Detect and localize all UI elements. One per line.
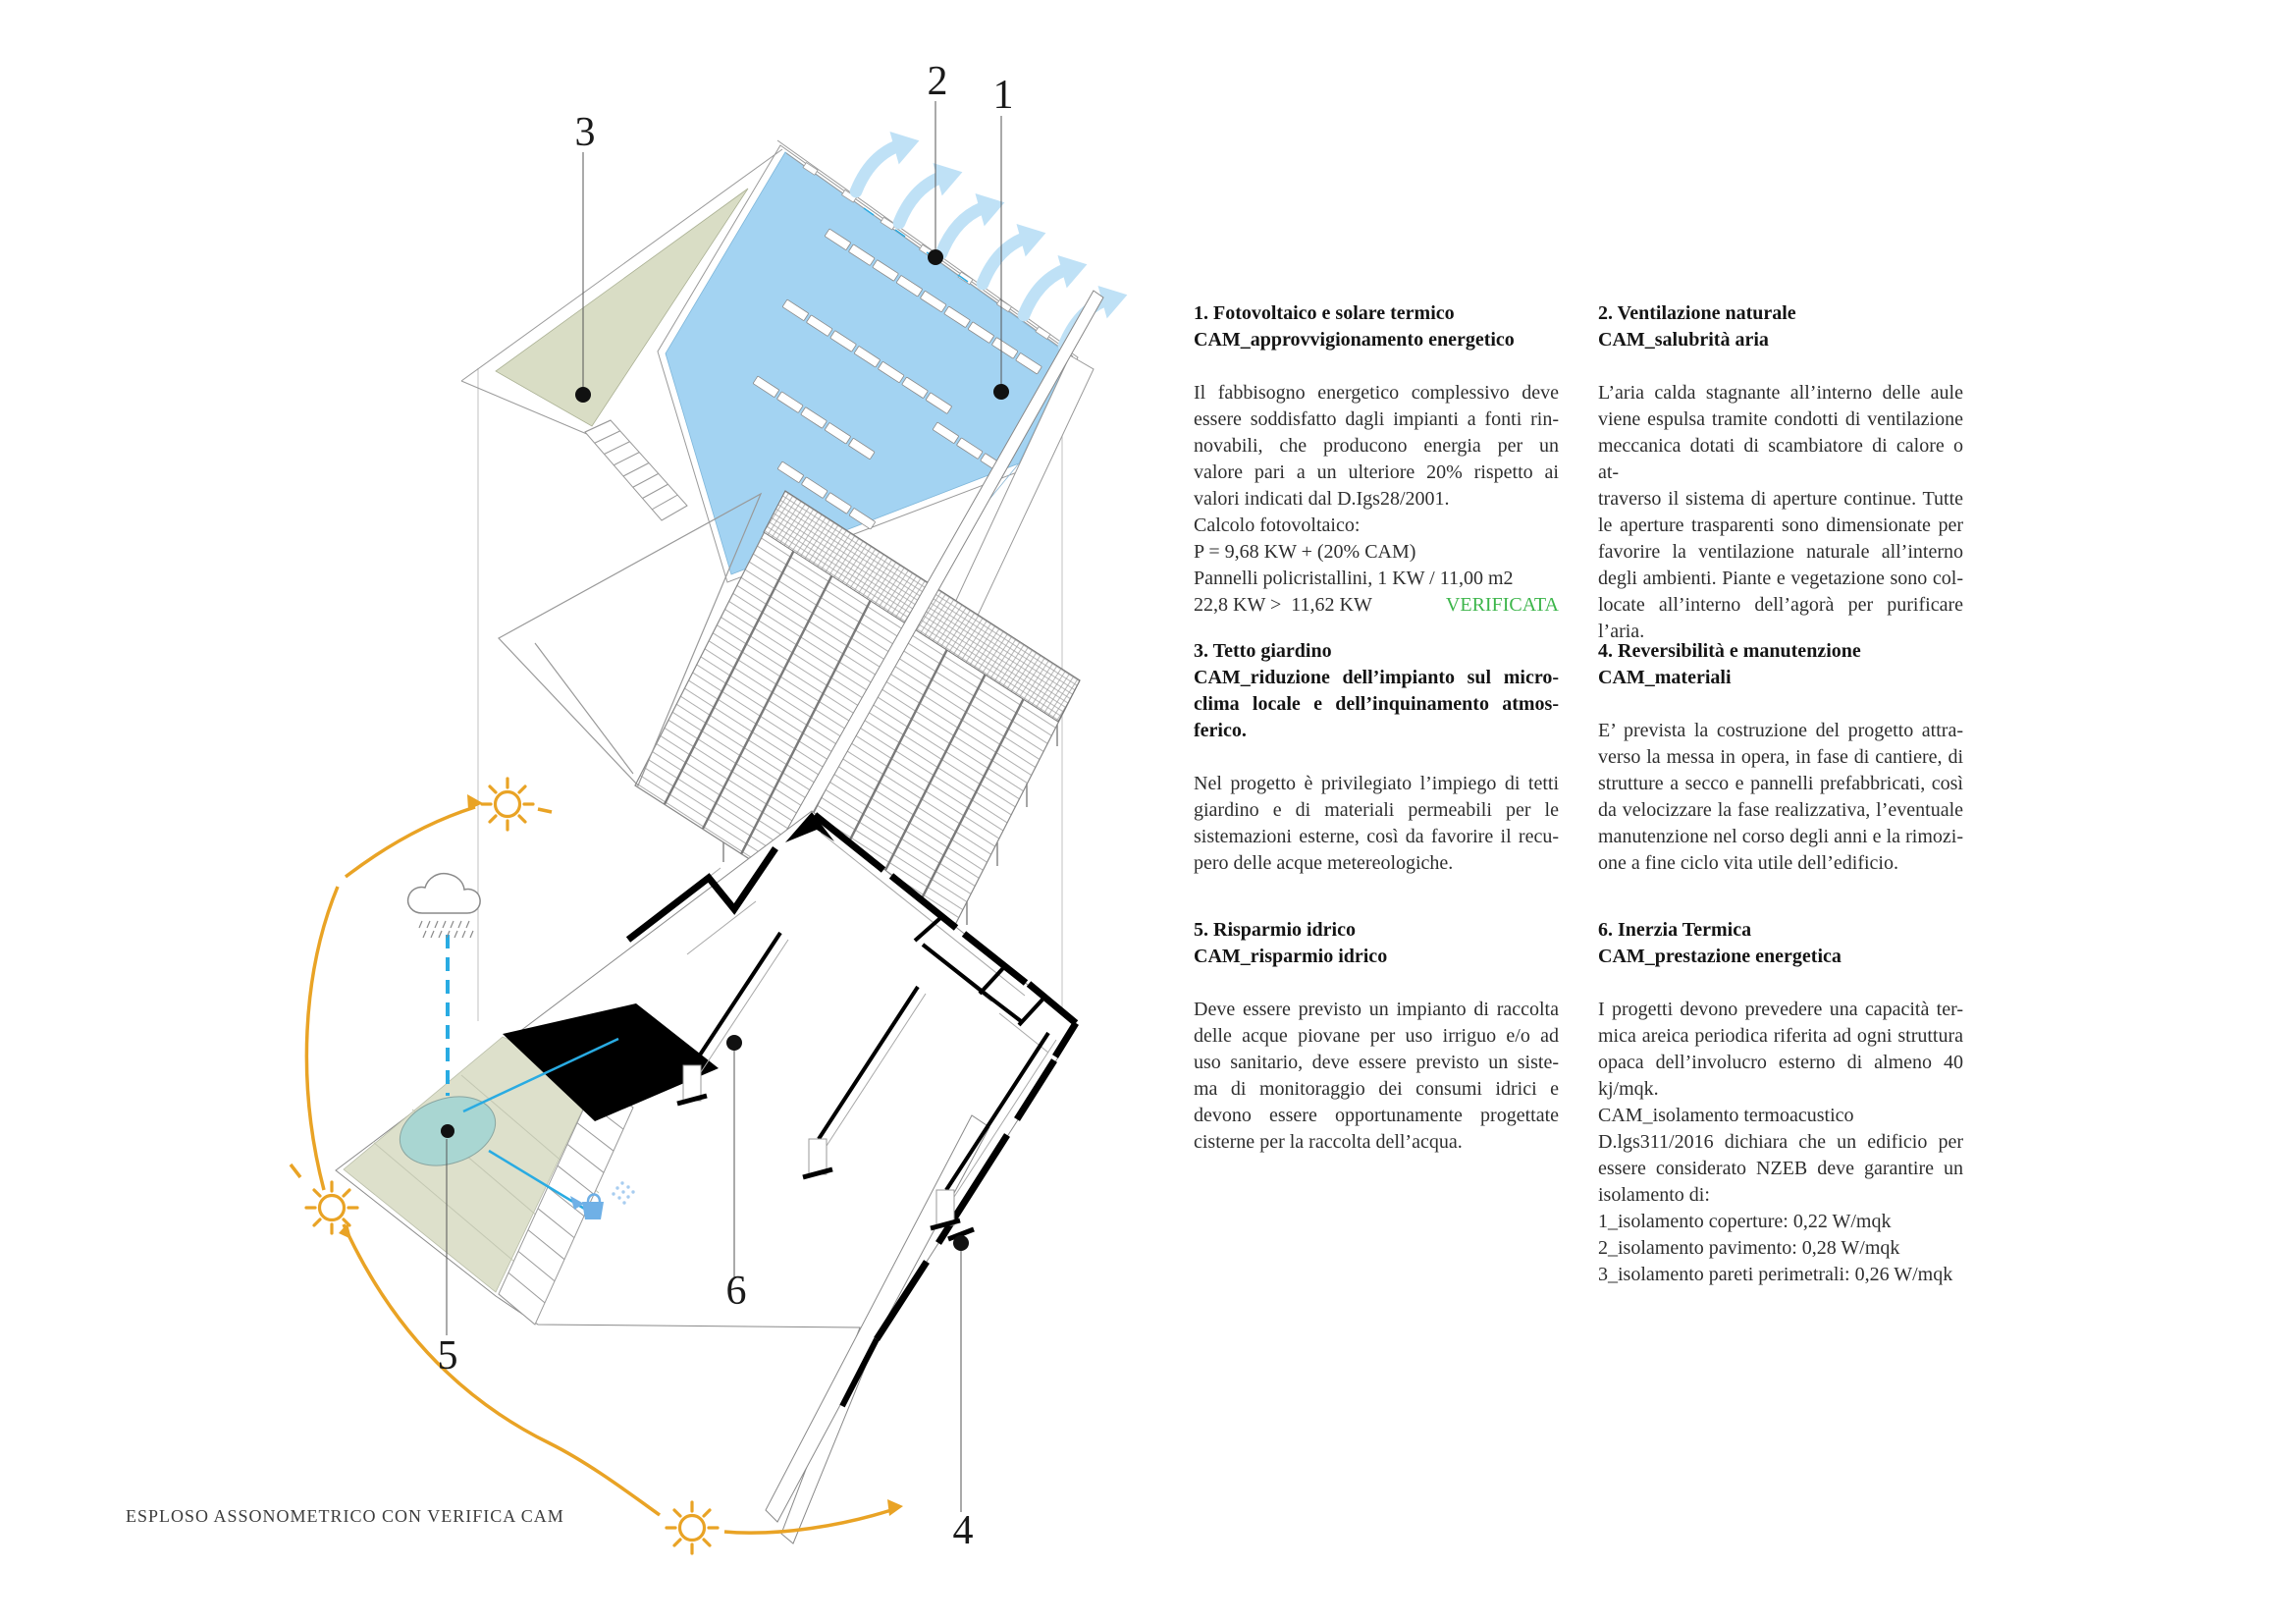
- body-line: valore pari a un ulteriore 20% rispetto ai: [1194, 461, 1559, 483]
- body-line: le aperture trasparenti sono dimensionate per: [1598, 514, 1963, 536]
- body-line: ma di monitoraggio dei consumi idrici e: [1194, 1078, 1559, 1100]
- section-subtitle: ferico.: [1194, 720, 1247, 741]
- body-line: I progetti devono prevedere una capacità ter-: [1598, 999, 1963, 1020]
- body-line: 3_isolamento pareti perimetrali: 0,26 W/mqk: [1598, 1264, 1953, 1285]
- body-line: Calcolo fotovoltaico:: [1194, 514, 1361, 536]
- cam-section-4: [1598, 638, 1963, 877]
- body-line: degli ambienti. Piante e vegetazione sono col-: [1598, 568, 1963, 589]
- wind-arrow-icon: [941, 193, 1004, 253]
- sun-icon: [306, 1182, 357, 1233]
- callout-3: 3: [574, 110, 596, 155]
- section-title: 1. Fotovoltaico e solare termico: [1194, 302, 1455, 324]
- wind-arrow-icon: [983, 224, 1045, 284]
- body-line: l’aria.: [1598, 621, 1645, 642]
- cam-section-5: [1194, 917, 1559, 1156]
- callout-4: 4: [952, 1508, 974, 1553]
- body-line: cisterne per la raccolta dell’acqua.: [1194, 1131, 1463, 1153]
- body-line: 1_isolamento coperture: 0,22 W/mqk: [1598, 1211, 1892, 1232]
- drawing-caption: ESPLOSO ASSONOMETRICO CON VERIFICA CAM: [126, 1506, 564, 1526]
- body-line: opaca dell’involucro esterno di almeno 40: [1598, 1052, 1963, 1073]
- body-line: CAM_isolamento termoacustico: [1598, 1105, 1854, 1126]
- body-line: manutenzione nel corso degli anni e la rimozi-: [1598, 826, 1963, 847]
- callout-6: 6: [725, 1269, 747, 1314]
- callout-5: 5: [437, 1333, 458, 1379]
- body-line: Deve essere previsto un impianto di raccolta: [1194, 999, 1559, 1020]
- body-line: valori indicati dal D.Igs28/2001.: [1194, 488, 1450, 510]
- section-subtitle: CAM_approvvigionamento energetico: [1194, 329, 1515, 351]
- kw-comparison: 22,8 KW > 11,62 KW: [1194, 594, 1372, 616]
- section-subtitle: CAM_salubrità aria: [1598, 329, 1769, 351]
- section-subtitle: clima locale e dell’inquinamento atmos-: [1194, 693, 1559, 715]
- body-line: delle acque piovane per uso irriguo e/o ad: [1194, 1025, 1559, 1047]
- body-line: pero delle acque metereologiche.: [1194, 852, 1454, 874]
- callout-2: 2: [927, 59, 948, 104]
- body-line: P = 9,68 KW + (20% CAM): [1194, 541, 1416, 563]
- body-line: E’ prevista la costruzione del progetto attra-: [1598, 720, 1963, 741]
- verdict-badge: VERIFICATA: [1445, 594, 1559, 616]
- section-title: 2. Ventilazione naturale: [1598, 302, 1796, 324]
- body-line: giardino e di materiali permeabili per le: [1194, 799, 1559, 821]
- section-subtitle: CAM_risparmio idrico: [1194, 946, 1388, 967]
- body-line: isolamento di:: [1598, 1184, 1710, 1206]
- body-line: favorire la ventilazione naturale all’interno: [1598, 541, 1963, 563]
- body-line: Il fabbisogno energetico complessivo deve: [1194, 382, 1559, 404]
- cam-section-2: [1598, 300, 1963, 645]
- body-line: meccanica dotati di scambiatore di calore o at-: [1598, 435, 1963, 483]
- body-line: traverso il sistema di aperture continue. Tutte: [1598, 488, 1963, 510]
- callout-1: 1: [992, 73, 1014, 118]
- body-line: Pannelli policristallini, 1 KW / 11,00 m2: [1194, 568, 1514, 589]
- section-title: 5. Risparmio idrico: [1194, 919, 1356, 941]
- body-line: uso sanitario, deve essere previsto un siste-: [1194, 1052, 1559, 1073]
- roof-stair-strip: [585, 420, 687, 520]
- section-title: 6. Inerzia Termica: [1598, 919, 1752, 941]
- section-title: 3. Tetto giardino: [1194, 640, 1332, 662]
- body-line: D.lgs311/2016 dichiara che un edificio per: [1598, 1131, 1963, 1153]
- wind-arrow-icon: [899, 163, 962, 223]
- body-line: viene espulsa tramite condotti di ventilazione: [1598, 408, 1963, 430]
- wind-arrow-icon: [1024, 255, 1087, 315]
- body-line: verso la messa in opera, in fase di cantiere, di: [1598, 746, 1963, 768]
- body-line: locate all’interno dell’agorà per purificare: [1598, 594, 1963, 616]
- body-line: Nel progetto è privilegiato l’impiego di tetti: [1194, 773, 1559, 794]
- rain-cloud-icon: [408, 874, 480, 938]
- verification-row: [1194, 592, 1559, 619]
- body-line: strutture a secco e pannelli prefabbricati, così: [1598, 773, 1963, 794]
- sun-icon: [482, 779, 533, 830]
- section-subtitle: CAM_riduzione dell’impianto sul micro-: [1194, 667, 1559, 688]
- section-title: 4. Reversibilità e manutenzione: [1598, 640, 1861, 662]
- body-line: one a fine ciclo vita utile dell’edificio.: [1598, 852, 1898, 874]
- cam-section-3: [1194, 638, 1559, 877]
- body-line: essere considerato NZEB deve garantire un: [1598, 1158, 1963, 1179]
- body-line: sistemazioni esterne, così da favorire il recu-: [1194, 826, 1559, 847]
- section-subtitle: CAM_prestazione energetica: [1598, 946, 1842, 967]
- body-line: novabili, che producono energia per un: [1194, 435, 1559, 457]
- body-line: L’aria calda stagnante all’interno delle aule: [1598, 382, 1963, 404]
- body-line: 2_isolamento pavimento: 0,28 W/mqk: [1598, 1237, 1900, 1259]
- body-line: kj/mqk.: [1598, 1078, 1659, 1100]
- body-line: mica areica periodica riferita ad ogni struttura: [1598, 1025, 1963, 1047]
- cam-section-1: [1194, 300, 1559, 619]
- body-line: da velocizzare la fase realizzativa, l’eventuale: [1598, 799, 1963, 821]
- body-line: devono essere opportunamente progettate: [1194, 1105, 1559, 1126]
- section-subtitle: CAM_materiali: [1598, 667, 1732, 688]
- sun-icon: [667, 1502, 718, 1553]
- cam-section-6: [1598, 917, 1963, 1288]
- wind-arrow-icon: [856, 132, 919, 191]
- body-line: essere soddisfatto dagli impianti a fonti rin-: [1194, 408, 1559, 430]
